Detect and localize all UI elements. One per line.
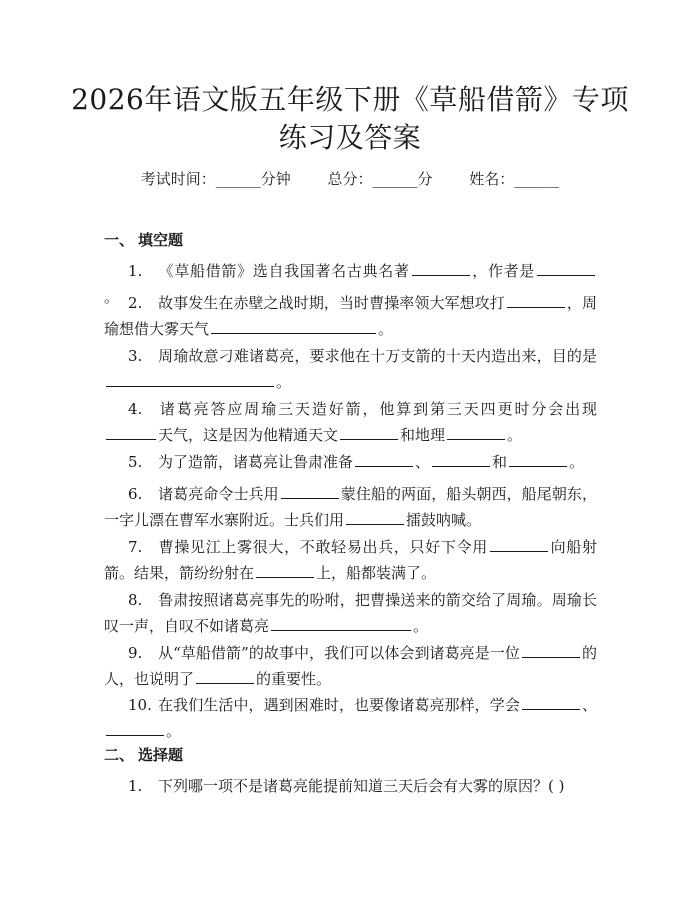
section-title: 选择题: [138, 746, 184, 764]
answer-blank[interactable]: [432, 451, 490, 467]
question-text: 天气，这是因为他精通天文: [158, 426, 339, 444]
question-text: 下列哪一项不是诸葛亮能提前知道三天后会有大雾的原因？( ): [158, 777, 565, 795]
question-number: 5.: [128, 453, 143, 471]
question-2: [104, 290, 597, 342]
question-6: [104, 481, 597, 533]
question-3: [104, 343, 597, 395]
question-text: 、: [581, 696, 597, 714]
question-text: 周瑜故意刁难诸葛亮，要求他在十万支箭的十天内造出来，目的是: [158, 347, 597, 365]
question-text: 的重要性。: [256, 670, 332, 688]
answer-blank[interactable]: [346, 509, 404, 525]
question-text: 蒙住船的两面，船头朝西，船尾朝东，一字儿漂在曹军水寨附近。士兵们用: [104, 485, 597, 529]
question-8: [104, 587, 597, 639]
question-number: 1.: [128, 777, 143, 795]
answer-blank[interactable]: [507, 292, 565, 308]
question-text: ，作者是: [471, 262, 535, 280]
question-9: [104, 640, 597, 692]
question-number: 2.: [128, 294, 143, 312]
exam-score: 总分：______分: [327, 170, 433, 188]
answer-blank[interactable]: [490, 536, 548, 552]
title-line-2: 练习及答案: [278, 121, 422, 154]
question-text: 的人，也说明了: [104, 644, 597, 688]
question-text: 擂鼓呐喊。: [406, 511, 482, 529]
answer-blank[interactable]: [271, 615, 411, 631]
question-5: [104, 449, 597, 475]
question-number: 8.: [128, 591, 143, 609]
question-text: 。: [507, 426, 523, 444]
answer-blank[interactable]: [355, 451, 413, 467]
exam-meta: [0, 168, 700, 189]
question-text: 。: [378, 320, 394, 338]
answer-blank[interactable]: [522, 642, 580, 658]
answer-blank[interactable]: [509, 451, 567, 467]
question-7: [104, 534, 597, 586]
question-text: 在我们生活中，遇到困难时，也要像诸葛亮那样，学会: [158, 696, 520, 714]
answer-blank[interactable]: [447, 424, 505, 440]
question-text: 、: [415, 453, 431, 471]
answer-blank[interactable]: [106, 720, 164, 736]
answer-blank[interactable]: [412, 260, 470, 276]
question-text: 鲁肃按照诸葛亮事先的吩咐，把曹操送来的箭交给了周瑜。周瑜长叹一声，自叹不如诸葛亮: [104, 591, 597, 635]
student-name: 姓名：______: [469, 170, 560, 188]
question-text: 。: [276, 373, 292, 391]
question-text: ，周瑜想借大雾天气: [104, 294, 597, 338]
question-text: 上，船都装满了。: [316, 564, 437, 582]
question-number: 3.: [128, 347, 143, 365]
question-number: 6.: [128, 485, 143, 503]
question-number: 7.: [128, 538, 143, 556]
answer-blank[interactable]: [211, 318, 376, 334]
question-text: 向船射箭。结果，箭纷纷射在: [104, 538, 597, 582]
question-text: 从“草船借箭”的故事中，我们可以体会到诸葛亮是一位: [158, 644, 520, 662]
exam-time: 考试时间：______分钟: [140, 170, 291, 188]
question-text: 和地理: [400, 426, 446, 444]
section-multiple-choice: [104, 744, 183, 765]
question-text: 。: [413, 617, 429, 635]
answer-blank[interactable]: [106, 424, 156, 440]
title-line-1: 2026年语文版五年级下册《草船借箭》专项: [71, 83, 629, 116]
answer-blank[interactable]: [256, 562, 314, 578]
mc-question-1: [104, 773, 597, 799]
question-10: [104, 692, 597, 744]
question-text: 诸葛亮命令士兵用: [158, 485, 279, 503]
question-4: [104, 396, 597, 448]
question-number: 9.: [128, 644, 143, 662]
question-number: 1.: [128, 262, 143, 280]
answer-blank[interactable]: [106, 371, 274, 387]
question-text: 故事发生在赤壁之战时期，当时曹操率领大军想攻打: [158, 294, 505, 312]
answer-blank[interactable]: [522, 694, 580, 710]
question-text: 。: [104, 288, 120, 306]
question-text: 。: [166, 722, 182, 740]
question-number: 10.: [128, 696, 152, 714]
answer-blank[interactable]: [196, 668, 254, 684]
answer-blank[interactable]: [537, 260, 595, 276]
section-fill-blank: [104, 229, 183, 250]
question-text: 曹操见江上雾很大，不敢轻易出兵，只好下令用: [158, 538, 488, 556]
section-title: 填空题: [138, 231, 184, 249]
question-text: 和: [492, 453, 508, 471]
section-number: 二、: [104, 746, 135, 764]
answer-blank[interactable]: [281, 483, 339, 499]
answer-blank[interactable]: [340, 424, 398, 440]
question-text: 。: [569, 453, 585, 471]
question-text: 《草船借箭》选自我国著名古典名著: [158, 262, 410, 280]
section-number: 一、: [104, 231, 135, 249]
question-number: 4.: [128, 400, 143, 418]
question-text: 诸葛亮答应周瑜三天造好箭，他算到第三天四更时分会出现: [158, 400, 597, 418]
question-text: 为了造箭，诸葛亮让鲁肃准备: [158, 453, 354, 471]
